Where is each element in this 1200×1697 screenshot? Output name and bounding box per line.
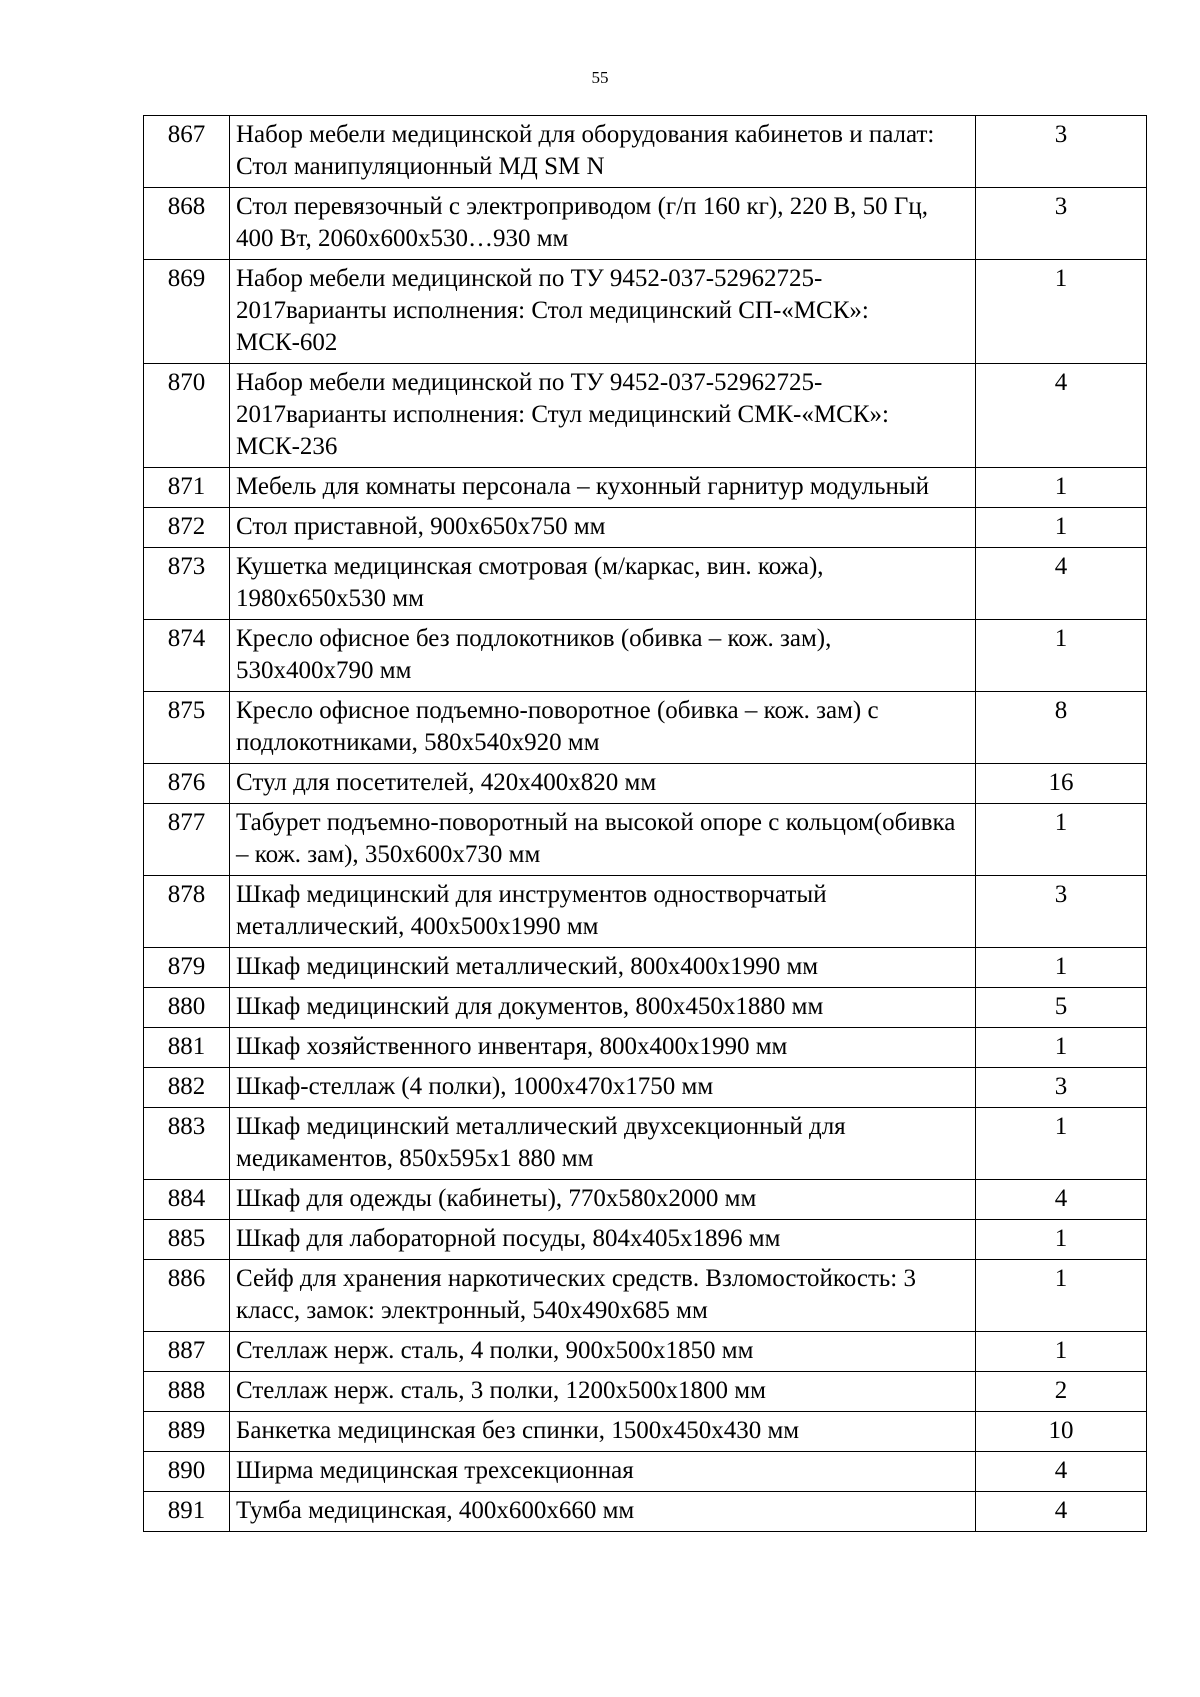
item-description: Мебель для комнаты персонала – кухонный гарнитур модульный — [230, 468, 976, 508]
table-row — [144, 948, 1147, 988]
item-quantity: 4 — [976, 1492, 1147, 1532]
item-quantity: 4 — [976, 1180, 1147, 1220]
item-quantity: 4 — [976, 548, 1147, 620]
table-body — [144, 116, 1147, 1532]
table-row — [144, 1332, 1147, 1372]
table-row — [144, 1260, 1147, 1332]
item-quantity: 1 — [976, 948, 1147, 988]
item-description: Стеллаж нерж. сталь, 4 полки, 900х500х1850 мм — [230, 1332, 976, 1372]
table-row — [144, 364, 1147, 468]
item-quantity: 1 — [976, 1028, 1147, 1068]
item-description: Кушетка медицинская смотровая (м/каркас, вин. кожа), 1980х650х530 мм — [230, 548, 976, 620]
item-description: Стол приставной, 900х650х750 мм — [230, 508, 976, 548]
item-description: Шкаф-стеллаж (4 полки), 1000х470х1750 мм — [230, 1068, 976, 1108]
item-quantity: 8 — [976, 692, 1147, 764]
equipment-table — [143, 115, 1147, 1532]
item-description: Шкаф медицинский металлический, 800х400х1990 мм — [230, 948, 976, 988]
item-description: Набор мебели медицинской по ТУ 9452-037-52962725-2017варианты исполнения: Стол медицинский СП-«МСК»: МСК-602 — [230, 260, 976, 364]
row-number: 891 — [144, 1492, 230, 1532]
row-number: 875 — [144, 692, 230, 764]
item-quantity: 3 — [976, 116, 1147, 188]
item-description: Тумба медицинская, 400х600х660 мм — [230, 1492, 976, 1532]
item-description: Шкаф для лабораторной посуды, 804х405х1896 мм — [230, 1220, 976, 1260]
row-number: 880 — [144, 988, 230, 1028]
item-quantity: 10 — [976, 1412, 1147, 1452]
row-number: 873 — [144, 548, 230, 620]
item-quantity: 4 — [976, 364, 1147, 468]
table-row — [144, 508, 1147, 548]
row-number: 883 — [144, 1108, 230, 1180]
item-quantity: 1 — [976, 468, 1147, 508]
item-quantity: 3 — [976, 876, 1147, 948]
item-quantity: 1 — [976, 1332, 1147, 1372]
row-number: 867 — [144, 116, 230, 188]
item-quantity: 1 — [976, 260, 1147, 364]
row-number: 874 — [144, 620, 230, 692]
item-quantity: 1 — [976, 1260, 1147, 1332]
table-row — [144, 764, 1147, 804]
table-row — [144, 988, 1147, 1028]
table-row — [144, 1180, 1147, 1220]
item-quantity: 4 — [976, 1452, 1147, 1492]
table-row — [144, 876, 1147, 948]
item-quantity: 1 — [976, 1220, 1147, 1260]
item-quantity: 1 — [976, 620, 1147, 692]
item-description: Шкаф медицинский металлический двухсекционный для медикаментов, 850х595х1 880 мм — [230, 1108, 976, 1180]
item-description: Шкаф медицинский для инструментов одностворчатый металлический, 400х500х1990 мм — [230, 876, 976, 948]
table-row — [144, 468, 1147, 508]
item-description: Шкаф медицинский для документов, 800х450х1880 мм — [230, 988, 976, 1028]
item-description: Шкаф хозяйственного инвентаря, 800х400х1990 мм — [230, 1028, 976, 1068]
row-number: 887 — [144, 1332, 230, 1372]
table-row — [144, 188, 1147, 260]
row-number: 885 — [144, 1220, 230, 1260]
item-quantity: 1 — [976, 804, 1147, 876]
row-number: 871 — [144, 468, 230, 508]
table-row — [144, 1108, 1147, 1180]
item-quantity: 16 — [976, 764, 1147, 804]
item-description: Кресло офисное подъемно-поворотное (обивка – кож. зам) с подлокотниками, 580х540х920 мм — [230, 692, 976, 764]
row-number: 879 — [144, 948, 230, 988]
row-number: 886 — [144, 1260, 230, 1332]
item-description: Набор мебели медицинской для оборудования кабинетов и палат: Стол манипуляционный МД SM N — [230, 116, 976, 188]
row-number: 872 — [144, 508, 230, 548]
item-description: Банкетка медицинская без спинки, 1500х450х430 мм — [230, 1412, 976, 1452]
row-number: 868 — [144, 188, 230, 260]
table-row — [144, 1452, 1147, 1492]
item-description: Стеллаж нерж. сталь, 3 полки, 1200х500х1800 мм — [230, 1372, 976, 1412]
item-quantity: 3 — [976, 188, 1147, 260]
table-row — [144, 1068, 1147, 1108]
table-row — [144, 804, 1147, 876]
table-row — [144, 692, 1147, 764]
row-number: 890 — [144, 1452, 230, 1492]
item-description: Сейф для хранения наркотических средств. Взломостойкость: 3 класс, замок: электронный, 540х490х685 мм — [230, 1260, 976, 1332]
row-number: 884 — [144, 1180, 230, 1220]
row-number: 889 — [144, 1412, 230, 1452]
table-row — [144, 260, 1147, 364]
item-quantity: 1 — [976, 1108, 1147, 1180]
item-description: Стул для посетителей, 420х400х820 мм — [230, 764, 976, 804]
row-number: 882 — [144, 1068, 230, 1108]
row-number: 877 — [144, 804, 230, 876]
item-quantity: 1 — [976, 508, 1147, 548]
table-row — [144, 620, 1147, 692]
item-quantity: 3 — [976, 1068, 1147, 1108]
row-number: 881 — [144, 1028, 230, 1068]
table-row — [144, 1412, 1147, 1452]
table-row — [144, 548, 1147, 620]
item-description: Стол перевязочный с электроприводом (г/п 160 кг), 220 В, 50 Гц, 400 Вт, 2060х600х530…930 мм — [230, 188, 976, 260]
item-description: Набор мебели медицинской по ТУ 9452-037-52962725-2017варианты исполнения: Стул медицинский СМК-«МСК»: МСК-236 — [230, 364, 976, 468]
table-row — [144, 1372, 1147, 1412]
row-number: 876 — [144, 764, 230, 804]
item-description: Кресло офисное без подлокотников (обивка – кож. зам), 530х400х790 мм — [230, 620, 976, 692]
item-description: Табурет подъемно-поворотный на высокой опоре с кольцом(обивка – кож. зам), 350х600х730 мм — [230, 804, 976, 876]
table-row — [144, 1492, 1147, 1532]
row-number: 870 — [144, 364, 230, 468]
row-number: 878 — [144, 876, 230, 948]
table-row — [144, 1028, 1147, 1068]
item-quantity: 2 — [976, 1372, 1147, 1412]
item-description: Ширма медицинская трехсекционная — [230, 1452, 976, 1492]
item-description: Шкаф для одежды (кабинеты), 770х580х2000 мм — [230, 1180, 976, 1220]
row-number: 869 — [144, 260, 230, 364]
table-row — [144, 116, 1147, 188]
item-quantity: 5 — [976, 988, 1147, 1028]
row-number: 888 — [144, 1372, 230, 1412]
page-number: 55 — [591, 68, 609, 87]
table-row — [144, 1220, 1147, 1260]
